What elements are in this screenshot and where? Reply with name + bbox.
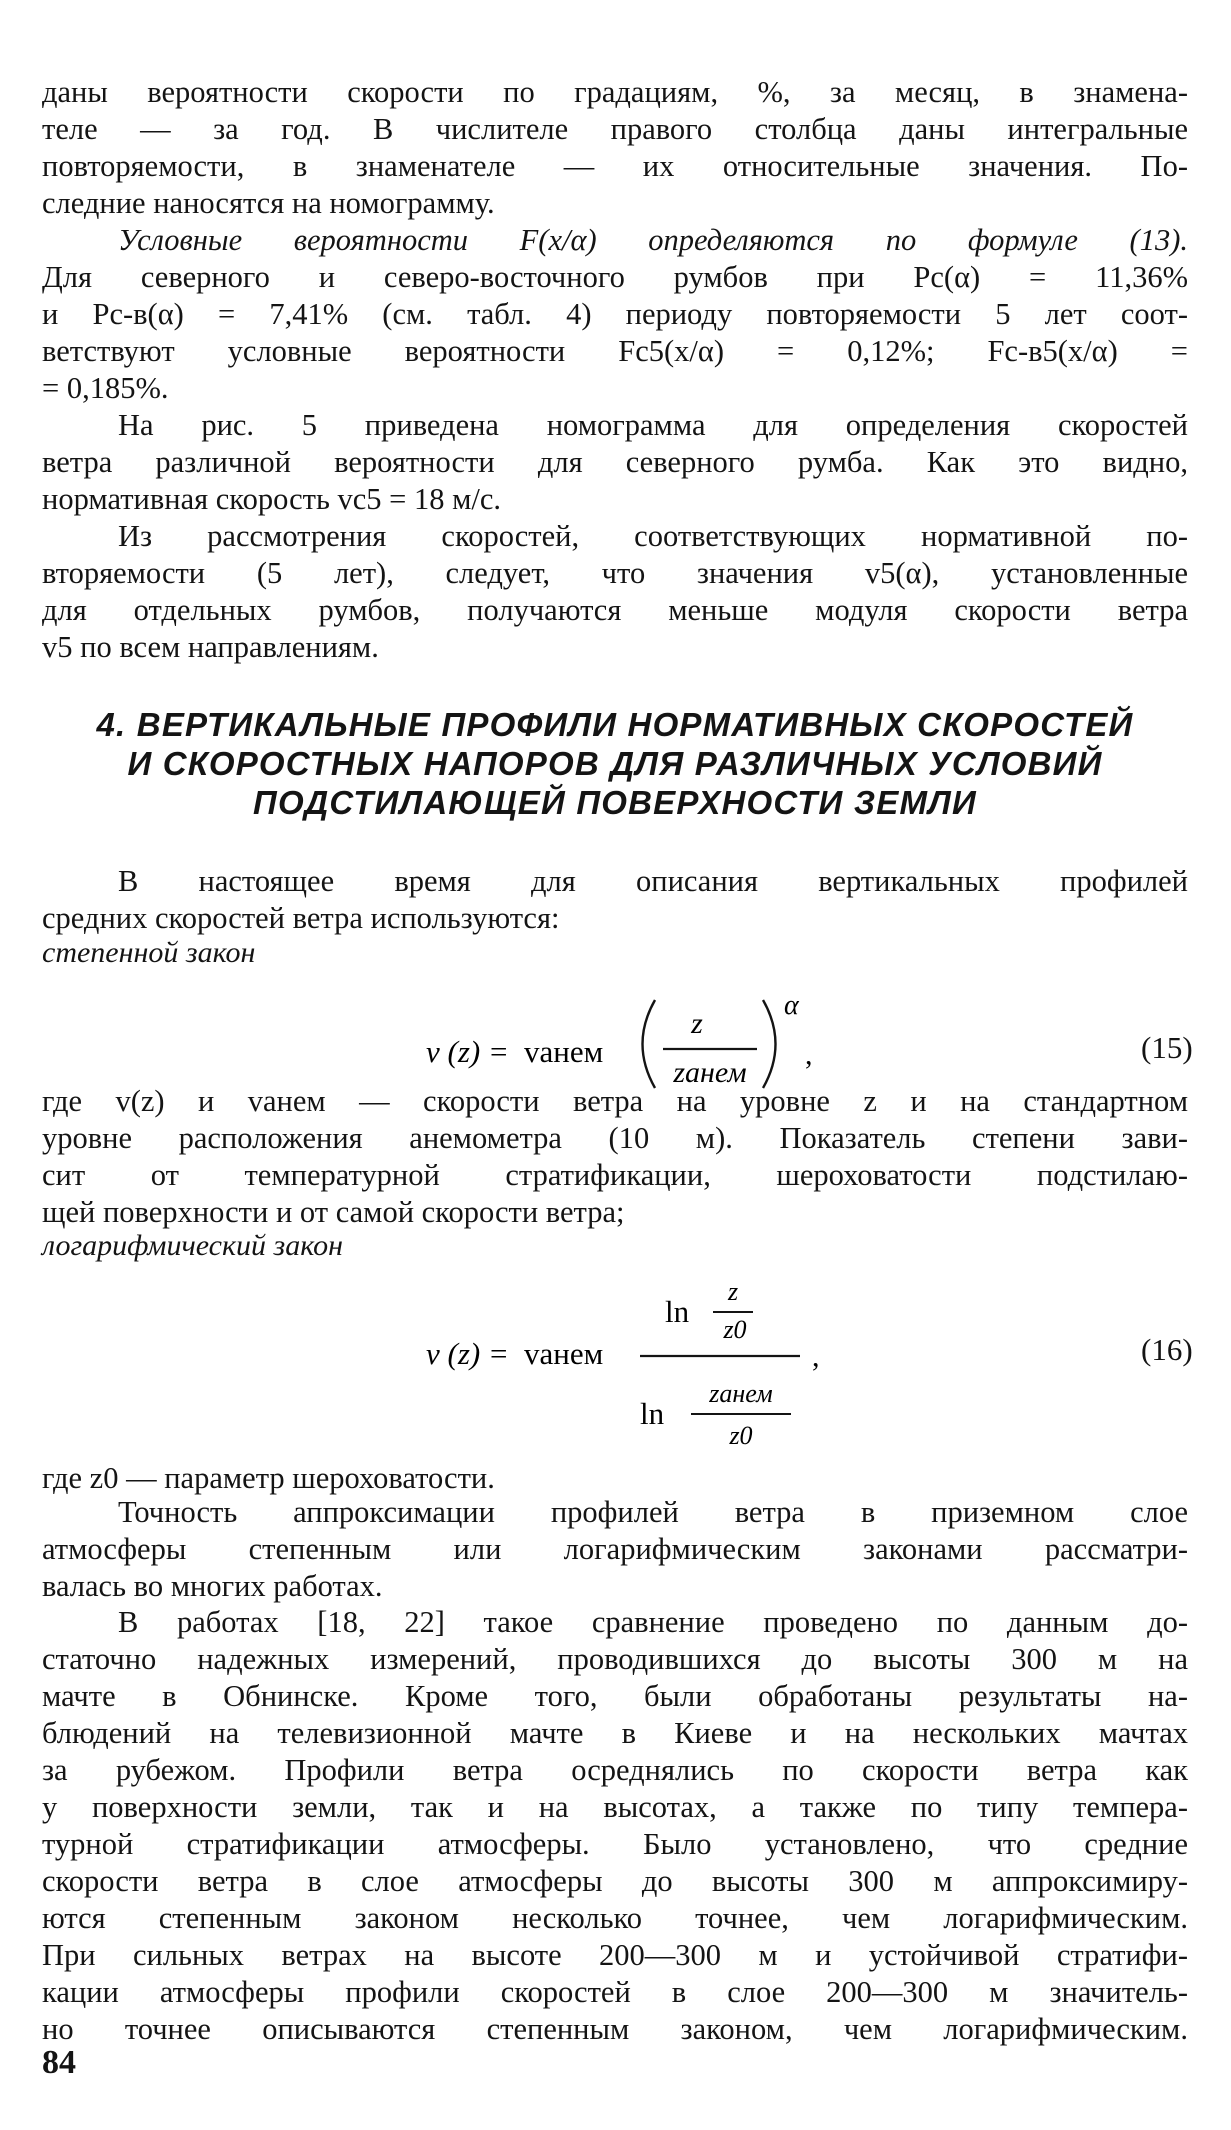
text-line: даны вероятности скорости по градациям, %, за месяц, в знамена- xyxy=(42,75,1188,109)
formula-16 xyxy=(0,1262,1231,1462)
nomogram-paragraph xyxy=(42,407,1188,518)
formula-lhs: v (z) = xyxy=(426,1034,509,1069)
power-law-label: степенной закон xyxy=(42,936,256,969)
text-line: В настоящее время для описания вертикальных профилей xyxy=(118,864,1188,898)
text-line: турной стратификации атмосферы. Было установлено, что средние xyxy=(42,1827,1188,1861)
text-line: где z0 — параметр шероховатости. xyxy=(42,1461,495,1495)
formula-vanem: vанем xyxy=(524,1034,604,1069)
inner-numerator-z: z xyxy=(727,1277,739,1306)
power-law-explanation xyxy=(42,1083,1188,1231)
text-line: Для северного и северо-восточного румбов при Pc(α) = 11,36% xyxy=(42,260,1188,294)
text-line: нормативная скорость vc5 = 18 м/с. xyxy=(42,482,502,516)
intro-paragraph xyxy=(42,74,1188,222)
heading-line: 4. ВЕРТИКАЛЬНЫЕ ПРОФИЛИ НОРМАТИВНЫХ СКОРОСТЕЙ xyxy=(96,706,1134,743)
page-number: 84 xyxy=(42,2044,76,2081)
text-line: ются степенным законом несколько точнее, чем логарифмическим. xyxy=(42,1901,1188,1935)
text-line: валась во многих работах. xyxy=(42,1569,383,1603)
fraction-numerator: z xyxy=(691,1007,703,1040)
inner-denominator-z0: z0 xyxy=(723,1315,747,1344)
text-line: атмосферы степенным или логарифмическим законами рассматри- xyxy=(42,1532,1188,1566)
equation-number: (16) xyxy=(1141,1332,1193,1367)
text-line: средних скоростей ветра используются: xyxy=(42,901,560,935)
text-line: и Pc-в(α) = 7,41% (см. табл. 4) периоду повторяемости 5 лет соот- xyxy=(42,297,1188,331)
text-line: При сильных ветрах на высоте 200—300 м и устойчивой стратифи- xyxy=(42,1938,1188,1972)
text-line: за рубежом. Профили ветра осреднялись по скорости ветра как xyxy=(42,1753,1188,1787)
profiles-intro-paragraph xyxy=(42,863,1188,937)
text-line: вторяемости (5 лет), следует, что значения v5(α), установленные xyxy=(42,556,1188,590)
text-line: кации атмосферы профили скоростей в слое 200—300 м значитель- xyxy=(42,1975,1188,2009)
text-line: для отдельных румбов, получаются меньше модуля скорости ветра xyxy=(42,593,1188,627)
text-line: ветра различной вероятности для северного румба. Как это видно, xyxy=(42,445,1188,479)
text-line: но точнее описываются степенным законом, чем логарифмическим. xyxy=(42,2012,1188,2046)
accuracy-paragraph xyxy=(42,1494,1188,1605)
text-line: блюдений на телевизионной мачте в Киеве и на нескольких мачтах xyxy=(42,1716,1188,1750)
roughness-note xyxy=(42,1460,1188,1497)
text-line: теле — за год. В числителе правого столбца даны интегральные xyxy=(42,112,1188,146)
text-line: следние наносятся на номограмму. xyxy=(42,186,495,220)
text-line: На рис. 5 приведена номограмма для определения скоростей xyxy=(118,408,1188,442)
text-line: Условные вероятности F(x/α) определяются по формуле (13). xyxy=(118,223,1188,257)
heading-line: И СКОРОСТНЫХ НАПОРОВ ДЛЯ РАЗЛИЧНЫХ УСЛОВИЙ xyxy=(127,745,1103,782)
ln-numerator: ln xyxy=(665,1294,690,1329)
equation-number: (15) xyxy=(1141,1030,1193,1065)
heading-line: ПОДСТИЛАЮЩЕЙ ПОВЕРХНОСТИ ЗЕМЛИ xyxy=(253,784,977,821)
text-line: Точность аппроксимации профилей ветра в приземном слое xyxy=(118,1495,1188,1529)
formula-comma: , xyxy=(805,1038,813,1071)
fraction-denominator: zанем xyxy=(673,1056,747,1089)
exponent-alpha: α xyxy=(784,990,799,1021)
log-law-label: логарифмический закон xyxy=(42,1229,344,1262)
text-line: уровне расположения анемометра (10 м). Показатель степени зави- xyxy=(42,1121,1188,1155)
formula-vanem: vанем xyxy=(524,1336,604,1371)
text-line: повторяемости, в знаменателе — их относительные значения. По- xyxy=(42,149,1188,183)
section-heading xyxy=(42,705,1188,822)
left-paren xyxy=(643,1000,656,1088)
text-line: у поверхности земли, так и на высотах, а также по типу темпера- xyxy=(42,1790,1188,1824)
text-line: где v(z) и vанем — скорости ветра на уровне z и на стандартном xyxy=(42,1084,1188,1118)
formula-lhs: v (z) = xyxy=(426,1336,509,1371)
text-line: Из рассмотрения скоростей, соответствующих нормативной по- xyxy=(118,519,1188,553)
conditional-probabilities-paragraph xyxy=(42,222,1188,407)
text-line: мачте в Обнинске. Кроме того, были обработаны результаты на- xyxy=(42,1679,1188,1713)
formula-16-svg xyxy=(0,1262,1231,1462)
ln-denominator: ln xyxy=(640,1396,665,1431)
review-paragraph xyxy=(42,518,1188,666)
inner-denominator-z0: z0 xyxy=(729,1421,753,1450)
text-line: v5 по всем направлениям. xyxy=(42,630,379,664)
text-line: В работах [18, 22] такое сравнение проведено по данным до- xyxy=(118,1605,1188,1639)
text-line: = 0,185%. xyxy=(42,371,169,405)
right-paren xyxy=(763,1000,776,1088)
works-paragraph xyxy=(42,1604,1188,2048)
text-line: щей поверхности и от самой скорости ветра; xyxy=(42,1195,625,1229)
text-line: скорости ветра в слое атмосферы до высоты 300 м аппроксимиру- xyxy=(42,1864,1188,1898)
text-line: ветствуют условные вероятности Fc5(x/α) = 0,12%; Fc-в5(x/α) = xyxy=(42,334,1188,368)
inner-numerator-zanem: zанем xyxy=(709,1379,773,1408)
formula-comma: , xyxy=(812,1340,820,1373)
text-line: сит от температурной стратификации, шероховатости подстилаю- xyxy=(42,1158,1188,1192)
text-line: статочно надежных измерений, проводившихся до высоты 300 м на xyxy=(42,1642,1188,1676)
